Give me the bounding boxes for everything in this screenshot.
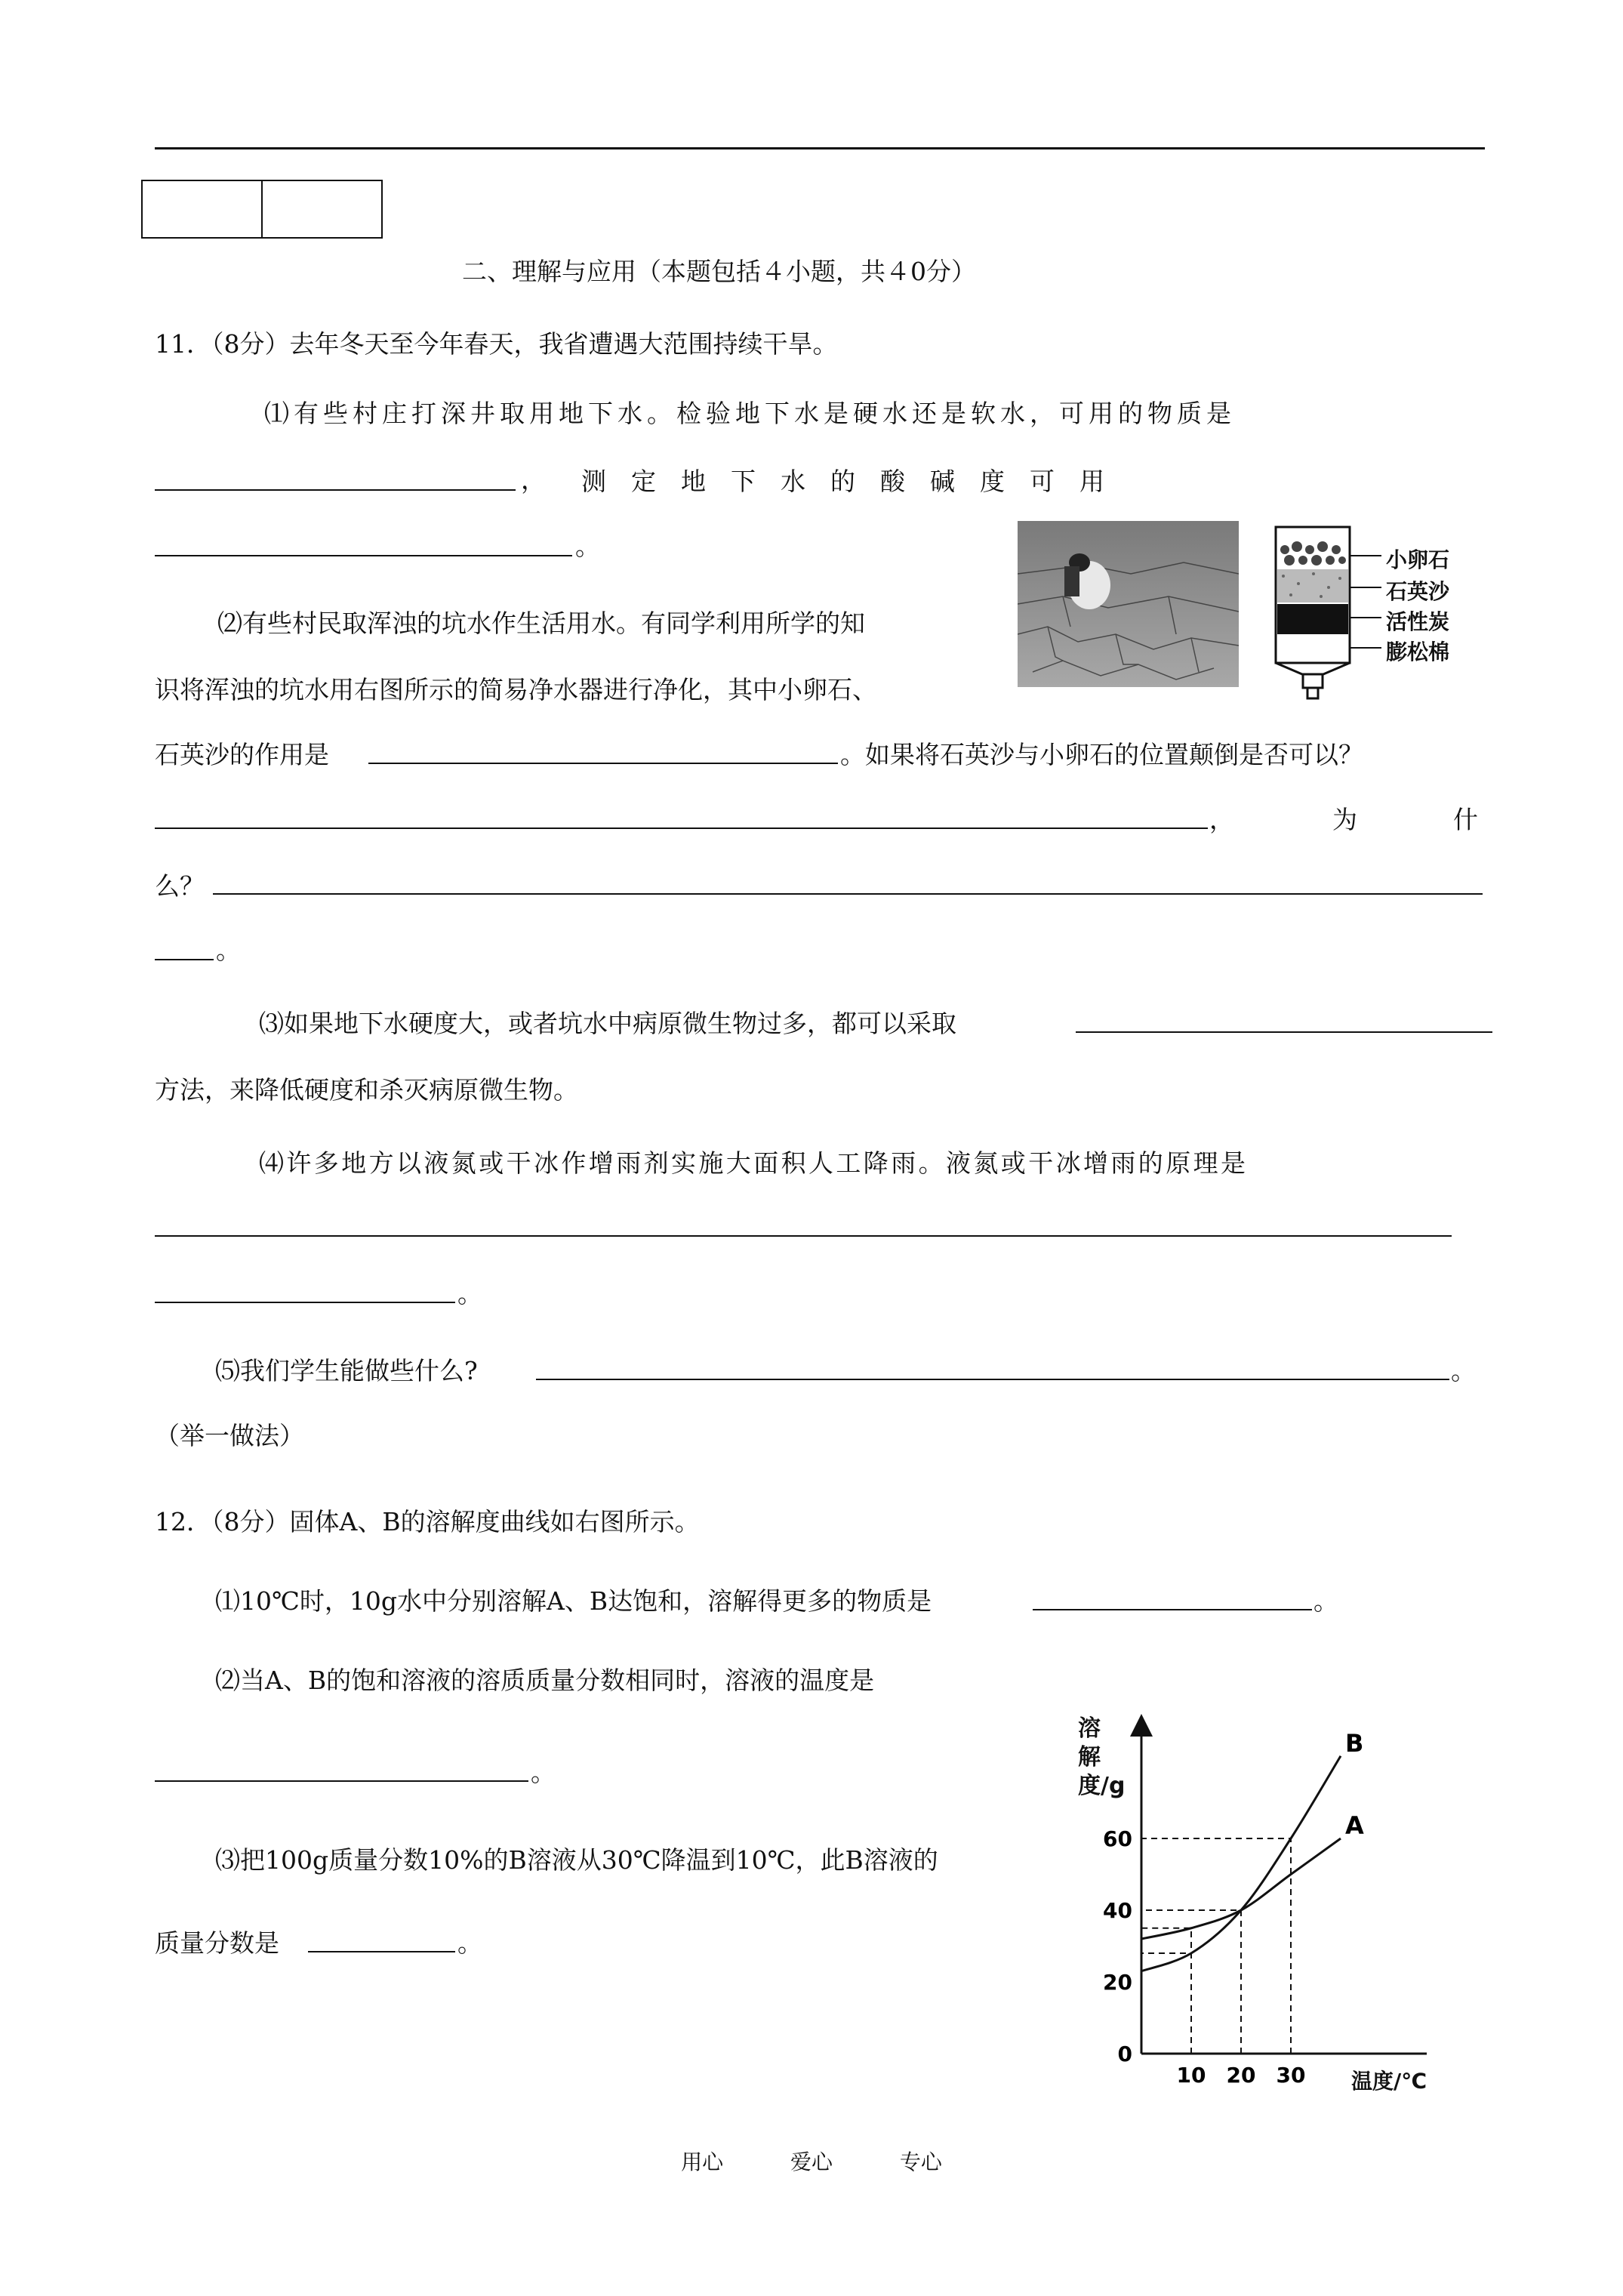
answer-blank[interactable] [308,1951,455,1952]
answer-blank[interactable] [155,959,214,960]
q11-p2-line5: 么？ [155,871,205,901]
section-title: 二、理解与应用（本题包括４小题，共４0分） [462,257,976,286]
footer-text: 专心 [899,2150,942,2174]
y-tick-label: 0 [1117,2042,1132,2066]
header-rule [155,147,1485,149]
answer-blank[interactable] [155,1780,528,1782]
score-box [141,180,383,239]
period: 。 [1451,1356,1476,1385]
q11-p1-line1 [264,394,1483,430]
chart-xlabel: 温度/℃ [1351,2069,1427,2094]
filter-label-activated-carbon: 活性炭 [1386,609,1450,634]
q11-p5-line2: （举一做法） [155,1421,304,1450]
water-filter-diagram [1268,519,1487,701]
filter-label-pebble: 小卵石 [1386,547,1450,572]
filter-label-cotton: 膨松棉 [1386,639,1450,664]
x-tick-label: 20 [1226,2063,1256,2088]
q11-p2-line3a: 石英沙的作用是 [155,740,329,769]
answer-blank[interactable] [155,827,1208,829]
q11-p4-line1: ⑷许多地方以液氮或干冰作增雨剂实施大面积人工降雨。液氮或干冰增雨的原理是 [259,1148,1249,1178]
x-tick-label: 10 [1176,2063,1206,2088]
answer-blank[interactable] [155,1235,1452,1237]
answer-blank[interactable] [536,1379,1449,1380]
period: 。 [216,935,241,965]
q11-p2-line3b: 。如果将石英沙与小卵石的位置颠倒是否可以？ [840,740,1363,769]
guide-line [1141,1928,1191,2054]
period: 。 [531,1758,556,1787]
chart-ylabel: 溶解度/g [1078,1715,1126,1799]
q11-p2-line1: ⑵有些村民取浑浊的坑水作生活用水。有同学利用所学的知 [217,609,865,638]
footer [0,2146,1623,2176]
q11-p2-line2: 识将浑浊的坑水用右图所示的简易净水器进行净化，其中小卵石、 [155,675,877,704]
footer-text: 用心 [681,2150,724,2174]
y-tick-label: 40 [1103,1898,1132,1923]
score-cell [263,181,381,237]
series-label-B: B [1345,1728,1364,1758]
filter-label-quartz-sand: 石英沙 [1386,579,1450,604]
q12-p2-line1: ⑵当A、B的饱和溶液的溶质质量分数相同时，溶液的温度是 [215,1666,875,1695]
answer-blank[interactable] [1033,1609,1312,1610]
series-line-B [1141,1756,1341,1971]
comma: ， [521,465,546,495]
answer-blank[interactable] [1076,1031,1492,1033]
y-tick-label: 20 [1103,1970,1132,1995]
answer-blank[interactable] [155,1302,455,1303]
q11-stem: 11．（8分）去年冬天至今年春天，我省遭遇大范围持续干旱。 [155,329,838,359]
guide-line [1141,1838,1291,2054]
answer-blank[interactable] [155,489,516,491]
period: 。 [1313,1586,1338,1616]
solubility-chart [1072,1710,1464,2094]
q11-p5-line1: ⑸我们学生能做些什么? [215,1356,478,1385]
q11-p1-line2: 测定地下水的酸碱度可用 [581,467,1129,496]
footer-text: 爱心 [790,2150,833,2174]
q12-p3-line2: 质量分数是 [155,1928,279,1958]
answer-blank[interactable] [368,763,838,764]
drought-photo [1018,521,1239,687]
series-label-A: A [1345,1811,1364,1840]
q11-p1-text: ⑴有些村庄打深井取用地下水。检验地下水是硬水还是软水，可用的物质是 [264,399,1236,428]
q11-p3-line2: 方法，来降低硬度和杀灭病原微生物。 [155,1075,578,1105]
y-tick-label: 60 [1103,1826,1132,1851]
score-cell [143,181,263,237]
x-tick-label: 30 [1276,2063,1306,2088]
solubility-chart-svg [1072,1710,1464,2088]
q11-p2-shen: 什 [1453,805,1478,834]
q12-p1: ⑴10℃时，10g水中分别溶解A、B达饱和，溶解得更多的物质是 [215,1586,932,1616]
period: 。 [457,1928,482,1958]
q12-p3-line1: ⑶把100g质量分数10%的B溶液从30℃降温到10℃，此B溶液的 [215,1845,938,1875]
q12-stem: 12．（8分）固体A、B的溶解度曲线如右图所示。 [155,1507,700,1536]
period: 。 [575,532,600,561]
period: 。 [457,1279,482,1308]
comma: ， [1209,805,1234,834]
answer-blank[interactable] [213,893,1483,895]
q11-p3-line1: ⑶如果地下水硬度大，或者坑水中病原微生物过多，都可以采取 [259,1009,956,1038]
q11-p2-wei: 为 [1332,805,1357,834]
answer-blank[interactable] [155,555,572,556]
